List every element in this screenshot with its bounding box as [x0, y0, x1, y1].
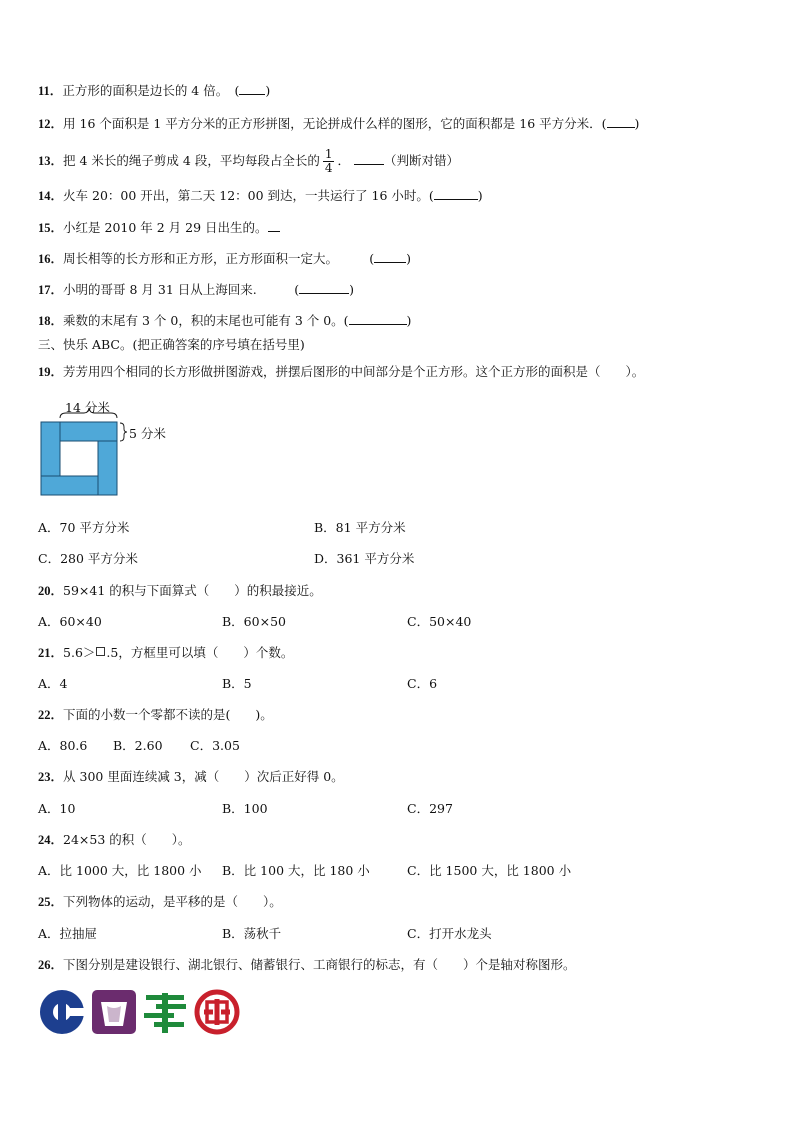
option-c[interactable]: C．3.05 — [190, 738, 240, 753]
question-number: 19． — [38, 365, 64, 379]
question-text-tail: .5，方框里可以填（ ）个数。 — [106, 645, 294, 660]
question-number: 20． — [38, 584, 64, 598]
question-text: 59×41 的积与下面算式（ ）的积最接近。 — [63, 583, 322, 598]
question-text: 正方形的面积是边长的 4 倍。 — [62, 83, 222, 98]
question-22 — [38, 707, 273, 723]
figure-label-side: 5 分米 — [129, 426, 166, 441]
judge-hint: （判断对错） — [383, 153, 459, 168]
answer-blank[interactable] — [434, 187, 478, 200]
option-c[interactable]: C．6 — [407, 676, 438, 691]
question-20 — [38, 583, 322, 599]
answer-blank[interactable] — [299, 281, 349, 294]
question-number: 23． — [38, 770, 64, 784]
question-19 — [38, 364, 644, 380]
option-b[interactable]: B．5 — [222, 676, 252, 691]
option-a[interactable]: A．60×40 — [38, 614, 102, 629]
option-c[interactable]: C．280 平方分米 — [38, 551, 138, 566]
question-text: 火车 20：00 开出，第二天 12：00 到达，一共运行了 16 小时。( — [63, 188, 434, 203]
question-text: 从 300 里面连续减 3，减（ ）次后正好得 0。 — [63, 769, 344, 784]
answer-blank[interactable] — [349, 312, 407, 325]
question-24 — [38, 832, 191, 848]
option-a[interactable]: A．4 — [38, 676, 68, 691]
answer-blank[interactable] — [607, 115, 635, 128]
option-b[interactable]: B．比 100 大，比 180 小 — [222, 863, 370, 878]
question-26 — [38, 957, 576, 973]
fraction-numerator: 1 — [324, 147, 333, 161]
question-text: 下面的小数一个零都不读的是( )。 — [63, 707, 273, 722]
option-b[interactable]: B．81 平方分米 — [314, 520, 406, 535]
option-a[interactable]: A．80.6 — [38, 738, 88, 753]
left-rectangle — [41, 422, 60, 479]
question-text: 用 16 个面积是 1 平方分米的正方形拼图，无论拼成什么样的图形，它的面积都是 16 平方分米．( — [63, 116, 607, 131]
section-heading: 三、快乐 ABC。(把正确答案的序号填在括号里) — [38, 337, 305, 352]
question-number: 11． — [38, 84, 63, 98]
figure-label-top: 14 分米 — [65, 400, 110, 415]
right-rectangle — [98, 441, 117, 495]
question-text: 24×53 的积（ ）。 — [63, 832, 191, 847]
question-number: 21． — [38, 646, 64, 660]
question-number: 25． — [38, 895, 64, 909]
question-text: 乘数的末尾有 3 个 0，积的末尾也可能有 3 个 0。( — [63, 313, 349, 328]
option-a[interactable]: A．比 1000 大，比 1800 小 — [38, 863, 202, 878]
option-a[interactable]: A．70 平方分米 — [38, 520, 130, 535]
option-c[interactable]: C．比 1500 大，比 1800 小 — [407, 863, 572, 878]
question-14: 14．火车 20：00 开出，第二天 12：00 到达，一共运行了 16 小时。( ) — [38, 188, 483, 203]
option-c[interactable]: C．50×40 — [407, 614, 472, 629]
question-text-tail: ． — [337, 153, 350, 168]
question-number: 14． — [38, 189, 64, 203]
question-number: 24． — [38, 833, 64, 847]
center-square — [60, 441, 98, 476]
answer-blank[interactable] — [354, 152, 384, 165]
open-paren: ( — [234, 83, 240, 98]
option-d[interactable]: D．361 平方分米 — [314, 551, 415, 566]
top-rectangle — [60, 422, 117, 441]
bottom-rectangle — [41, 476, 98, 495]
question-number: 26． — [38, 958, 64, 972]
question-16: 16．周长相等的长方形和正方形，正方形面积一定大。 ( ) — [38, 251, 412, 266]
question-number: 22． — [38, 708, 64, 722]
question-text: 芳芳用四个相同的长方形做拼图游戏，拼摆后图形的中间部分是个正方形。这个正方形的面积是（ ）。 — [63, 364, 645, 379]
option-c[interactable]: C．打开水龙头 — [407, 926, 492, 941]
side-brace — [120, 423, 127, 441]
close-paren: ) — [265, 83, 271, 98]
question-text: 下列物体的运动，是平移的是（ ）。 — [63, 894, 282, 909]
option-c[interactable]: C．297 — [407, 801, 453, 816]
question-21 — [38, 645, 293, 661]
answer-blank[interactable] — [374, 250, 406, 263]
hubei-bank-logo-icon — [91, 989, 137, 1035]
option-b[interactable]: B．2.60 — [113, 738, 163, 753]
question-number: 17． — [38, 283, 64, 297]
question-25 — [38, 894, 282, 910]
option-b[interactable]: B．100 — [222, 801, 268, 816]
question-17: 17．小明的哥哥 8 月 31 日从上海回来. ( ) — [38, 282, 355, 297]
square-box-icon — [96, 647, 105, 656]
question-text: 周长相等的长方形和正方形，正方形面积一定大。 — [63, 251, 332, 266]
fraction — [323, 148, 335, 175]
postal-savings-logo-icon — [142, 989, 188, 1035]
question-11 — [38, 82, 270, 99]
option-b[interactable]: B．荡秋千 — [222, 926, 282, 941]
question-number: 13． — [38, 154, 64, 168]
question-number: 12． — [38, 117, 64, 131]
question-text: 把 4 米长的绳子剪成 4 段，平均每段占全长的 — [63, 153, 320, 168]
question-23 — [38, 769, 344, 785]
question-text: 小明的哥哥 8 月 31 日从上海回来. — [63, 282, 257, 297]
icbc-logo-icon — [194, 989, 240, 1035]
question-18: 18．乘数的末尾有 3 个 0，积的末尾也可能有 3 个 0。( ) — [38, 313, 412, 328]
option-a[interactable]: A．拉抽屉 — [38, 926, 98, 941]
question-text: 5.6＞ — [63, 645, 96, 660]
ccb-logo-icon — [39, 989, 85, 1035]
option-a[interactable]: A．10 — [38, 801, 76, 816]
question-15 — [38, 219, 280, 236]
question-12: 12．用 16 个面积是 1 平方分米的正方形拼图，无论拼成什么样的图形，它的面积都是 16 平方分米．( ) — [38, 116, 640, 131]
answer-blank[interactable] — [268, 219, 280, 232]
answer-blank[interactable] — [239, 82, 265, 95]
question-number: 15． — [38, 221, 64, 235]
question-13 — [38, 148, 459, 175]
question-text: 小红是 2010 年 2 月 29 日出生的。 — [63, 220, 268, 235]
fraction-denominator: 4 — [324, 161, 333, 175]
question-number: 18． — [38, 314, 64, 328]
question-text: 下图分别是建设银行、湖北银行、储蓄银行、工商银行的标志，有（ ）个是轴对称图形。 — [63, 957, 576, 972]
option-b[interactable]: B．60×50 — [222, 614, 286, 629]
question-number: 16． — [38, 252, 64, 266]
